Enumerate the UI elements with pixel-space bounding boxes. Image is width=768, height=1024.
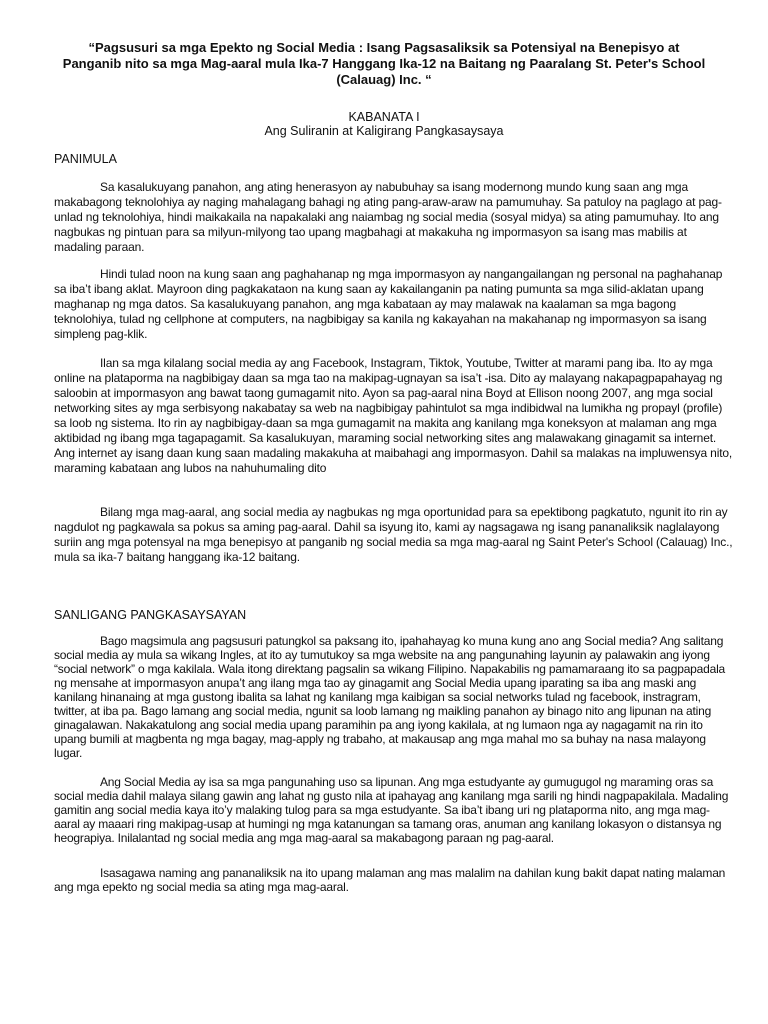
section-panimula-body [54, 505, 734, 565]
paragraph: Bilang mga mag-aaral, ang social media ay nagbukas ng mga oportunidad para sa epektibong pagkatuto, ngunit ito rin ay nagdulot ng pagkawala sa pokus sa aming pag-aaral. Dahil sa isyung ito, kami ay nagsagawa ng isang pananaliksik naglalayong suriin ang mga potensyal na mga benepisyo at panganib ng social media sa mga mag-aaral ng Saint Peter's School (Calauag) Inc., mula sa ika-7 baitang hanggang ika-12 baitang. [54, 505, 733, 564]
section-sanligan-body [54, 866, 734, 894]
paragraph: Hindi tulad noon na kung saan ang paghahanap ng mga impormasyon ay nangangailangan ng personal na paghahanap sa iba’t ibang aklat. Mayroon ding pagkakataon na kung saan ay kakailanganin pa nating pumunta sa mga silid-aklatan upang maghanap ng mga datos. Sa kasalukuyang panahon, ang mga kabataan ay may malawak na kaalaman sa mga bagong teknolohiya, tulad ng cellphone at computers, na nagbibigay sa kanila ng kakayahan na makahanap ng impormasyon sa isang simpleng pag-klik. [54, 267, 723, 341]
paragraph: Sa kasalukuyang panahon, ang ating henerasyon ay nabubuhay sa isang modernong mundo kung saan ang mga makabagong teknolohiya ay naging mahalagang bahagi ng ating pang-araw-araw na pamumuhay. Sa patuloy na paglago at pag-unlad ng teknolohiya, hindi maikakaila na napakalaki ang naiambag ng social media (sosyal midya) sa ating pamumuhay. Ito ang nagbukas ng pintuan para sa milyun-milyong tao upang magbahagi at makakuha ng impormasyon sa isang mas mabilis at madaling paraan. [54, 180, 722, 254]
section-panimula-body [54, 267, 734, 342]
section-heading-panimula: PANIMULA [54, 152, 117, 166]
section-panimula-body [54, 180, 734, 255]
paragraph: Ang Social Media ay isa sa mga pangunahing uso sa lipunan. Ang mga estudyante ay gumugugol ng maraming oras sa social media dahil malaya silang gawin ang lahat ng gusto nila at ipahayag ang kanilang mga sarili ng hindi nagpapakilala. Madaling gamitin ang social media kaya ito’y malaking tulog para sa mga estudyante. Sa iba’t ibang uri ng plataporma nito, ang mga mag-aaral ay maaari ring makipag-usap at humingi ng mga katanungan sa tamang oras, anuman ang kanilang lokasyon o distansya ng heograpiya. Inilalantad ng social media ang mga mag-aaral sa makabagong paraan ng pag-aaral. [54, 775, 729, 845]
section-panimula-body [54, 356, 734, 476]
paragraph: Isasagawa naming ang pananaliksik na ito upang malaman ang mas malalim na dahilan kung bakit dapat nating malaman ang mga epekto ng social media sa ating mga mag-aaral. [54, 866, 726, 894]
paragraph: Bago magsimula ang pagsusuri patungkol sa paksang ito, ipahahayag ko muna kung ano ang Social media? Ang salitang social media ay mula sa wikang Ingles, at ito ay tumutukoy sa mga website na ang pangunahing layunin ay palawakin ang iyong “social network” o mga kakilala. Wala itong direktang pagsalin sa wikang Filipino. Napakabilis ng pamamaraang ito sa pagpapadala ng mensahe at impormasyon anupa’t ang ilang mga tao ay ginagamit ang Social Media upang iparating sa iba ang maski ang kanilang hinanaing at mga gustong ibalita sa lahat ng kanilang mga kaibigan sa social networks tulad ng facebook, instragram, twitter, at iba pa. Bago lamang ang social media, ngunit sa loob lamang ng maikling panahon ay binago nito ang lipunan na ating ginagalawan. Nakakatulong ang social media upang paramihin pa ang iyong kakilala, at ng lumaon nga ay nagagamit na rin ito upang bumili at magbenta ng mga bagay, mag-apply ng trabaho, at makausap ang mga mahal mo sa buhay na nasa malayong lugar. [54, 634, 726, 760]
section-sanligan-body [54, 775, 734, 845]
chapter-subtitle: Ang Suliranin at Kaligirang Pangkasaysaya [264, 124, 504, 138]
paragraph: Ilan sa mga kilalang social media ay ang Facebook, Instagram, Tiktok, Youtube, Twitter at marami pang iba. Ito ay mga online na plataporma na nagbibigay daan sa mga tao na makipag-ugnayan sa isa’t -isa. Dito ay malayang nakapagpapahayag ng saloobin at impormasyon ang bawat taong gumagamit nito. Ayon sa pag-aaral nina Boyd at Ellison noong 2007, ang mga social networking sites ay mga serbisyong nakabatay sa web na nagbibigay pahintulot sa mga indibidwal na lumikha ng propayl (profile) sa loob ng sistema. Ito rin ay nagbibigay-daan sa mga gumagamit na makita ang kanilang mga koneksyon at malaman ang mga aktibidad ng ibang mga tagapagamit. Sa kasalukuyan, maraming social networking sites ang malawakang ginagamit sa internet. Ang internet ay isang daan kung saan madaling makakuha at maibahagi ang impormasyon. Dahil sa malakas na impluwensya nito, maraming kabataan ang lubos na nahuhumaling dito [54, 356, 733, 475]
section-sanligan-body [54, 634, 734, 760]
chapter-number: KABANATA I [348, 110, 420, 124]
chapter-header [60, 110, 708, 138]
section-heading-sanligang-pangkasaysayan: SANLIGANG PANGKASAYSAYAN [54, 608, 247, 622]
document-title: “Pagsusuri sa mga Epekto ng Social Media : Isang Pagsasaliksik sa Potensiyal na Benepisyo at Panganib nito sa mga Mag-aaral mula Ika-7 Hanggang Ika-12 na Baitang ng Paaralang St. Peter's School (Calauag) Inc. “ [62, 40, 706, 87]
